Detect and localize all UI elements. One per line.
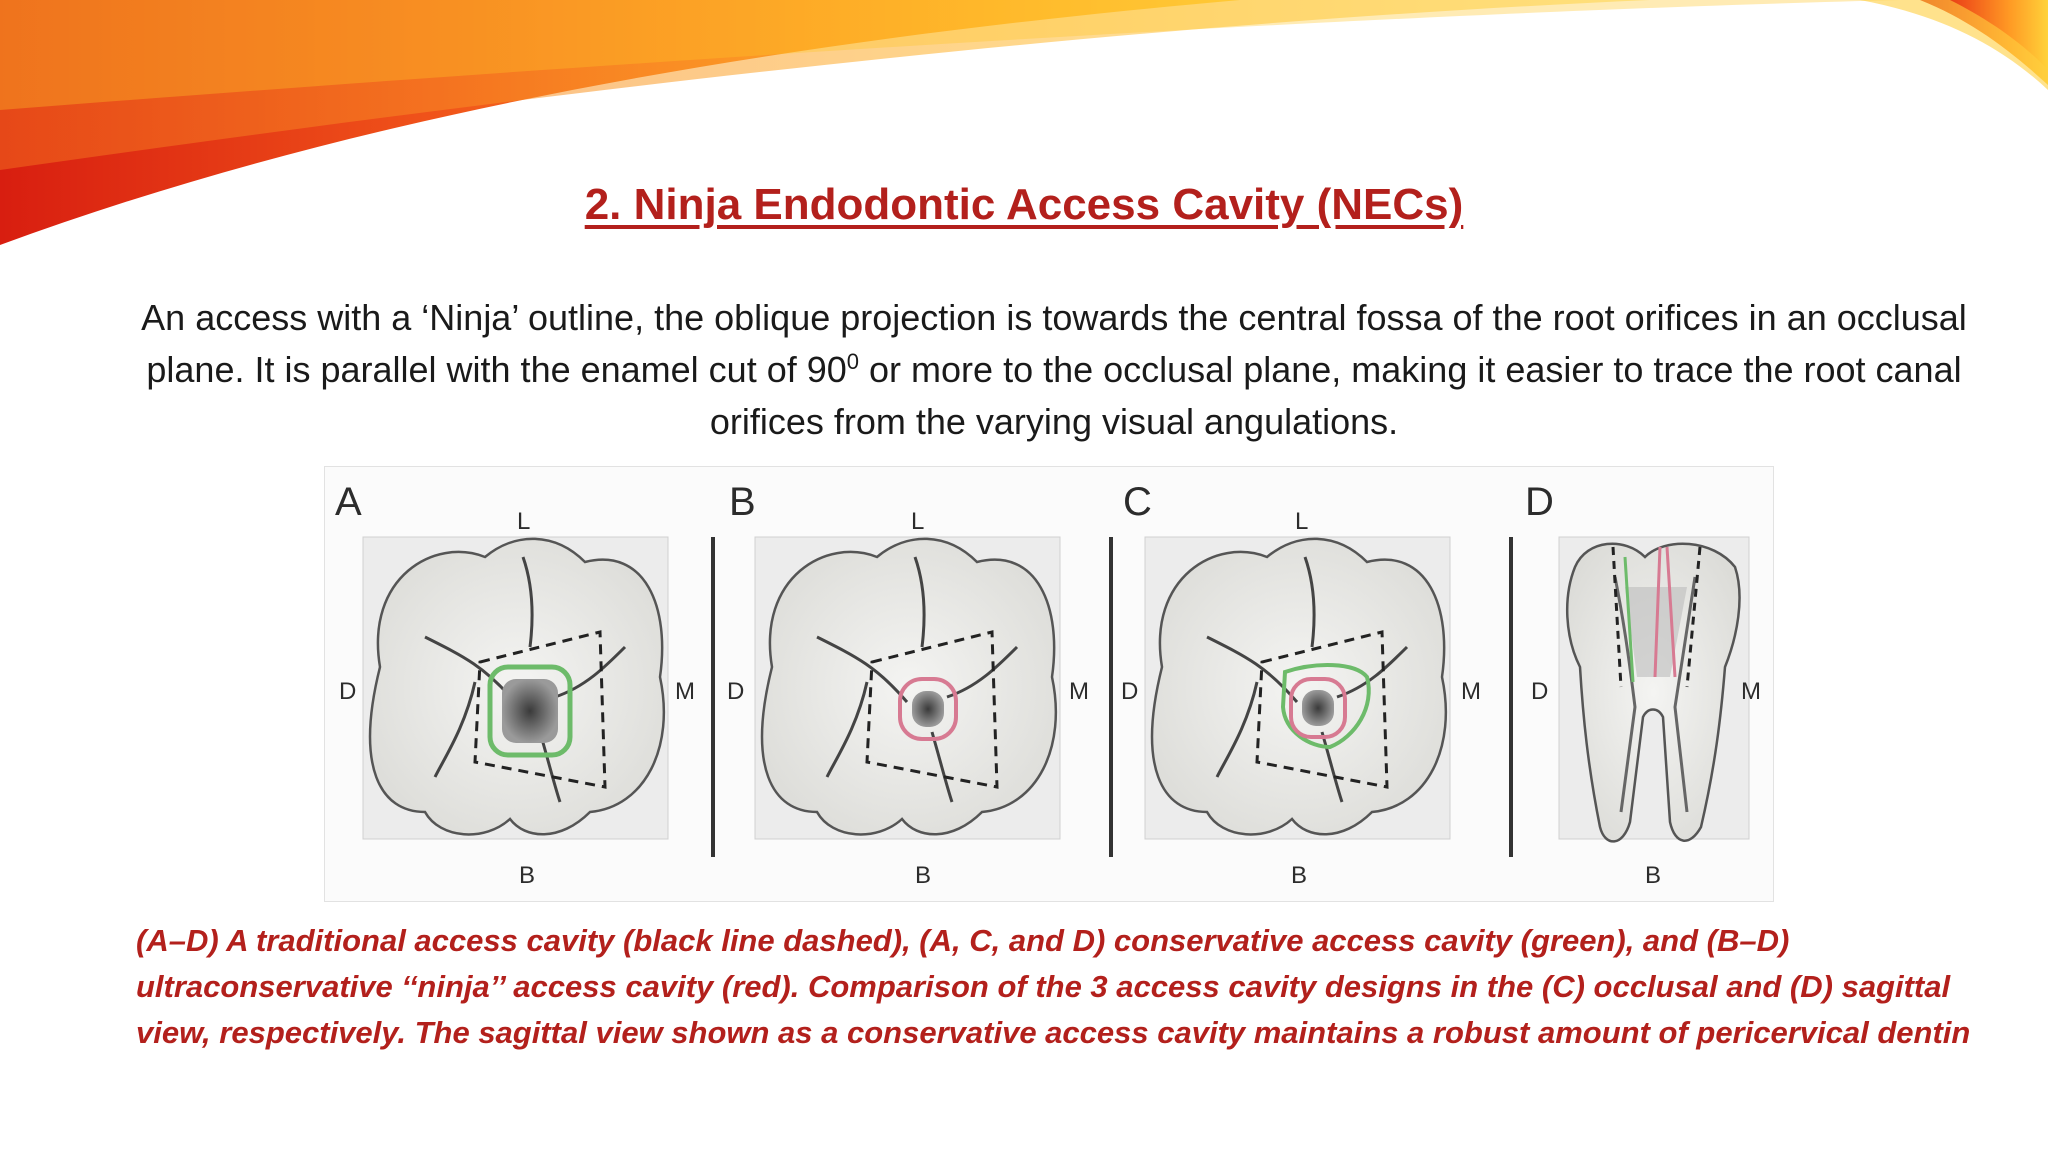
- panel-a-label-d: D: [339, 678, 357, 705]
- access-cavity-illustration: [325, 467, 1773, 901]
- panel-c-label-d: D: [1121, 678, 1139, 705]
- panel-d: [1525, 480, 1761, 889]
- panel-b-label-b: B: [915, 862, 932, 889]
- panel-a-label-m: M: [675, 678, 695, 705]
- figure-caption: (A–D) A traditional access cavity (black line dashed), (A, C, and D) conservative access cavity (green), and (B–D) ultraconservative ‘‘ninja’’ access cavity (red). Comparison of the 3 access cavity designs in the (C) occlusal and (D) sagittal view, respectively. The sagittal view shown as a conservative access cavity maintains a robust amount of pericervical dentin: [136, 923, 1971, 1050]
- panel-c-letter: C: [1123, 480, 1152, 524]
- panel-c-label-b: B: [1291, 862, 1308, 889]
- panel-b: [727, 480, 1089, 889]
- panel-d-letter: D: [1525, 480, 1554, 524]
- panel-a-label-l: L: [517, 508, 531, 535]
- panel-c-label-m: M: [1461, 678, 1481, 705]
- body-text-part-2: or more to the occlusal plane, making it easier to trace the root canal orifices from the varying visual angulations.: [709, 349, 1962, 442]
- panel-b-label-l: L: [911, 508, 925, 535]
- panel-d-label-d: D: [1531, 678, 1549, 705]
- panel-d-label-m: M: [1741, 678, 1761, 705]
- panel-c: [1121, 480, 1481, 889]
- panel-a-label-b: B: [519, 862, 536, 889]
- panel-b-label-d: D: [727, 678, 745, 705]
- degree-superscript: 0: [846, 349, 860, 374]
- panel-d-label-b: B: [1645, 862, 1662, 889]
- body-text-part-1: An access with a ‘Ninja’ outline, the oblique projection is towards the central fossa of the root orifices in an occlusal plane. It is parallel with the enamel cut of 90: [141, 297, 1967, 390]
- panel-b-label-m: M: [1069, 678, 1089, 705]
- panel-a-letter: A: [335, 480, 362, 524]
- access-cavity-figure: [324, 466, 1774, 902]
- slide-title: 2. Ninja Endodontic Access Cavity (NECs): [584, 180, 1464, 229]
- slide-body-text: [110, 292, 1998, 448]
- panel-b-letter: B: [729, 480, 756, 524]
- panel-a: [335, 480, 695, 889]
- panel-c-label-l: L: [1295, 508, 1309, 535]
